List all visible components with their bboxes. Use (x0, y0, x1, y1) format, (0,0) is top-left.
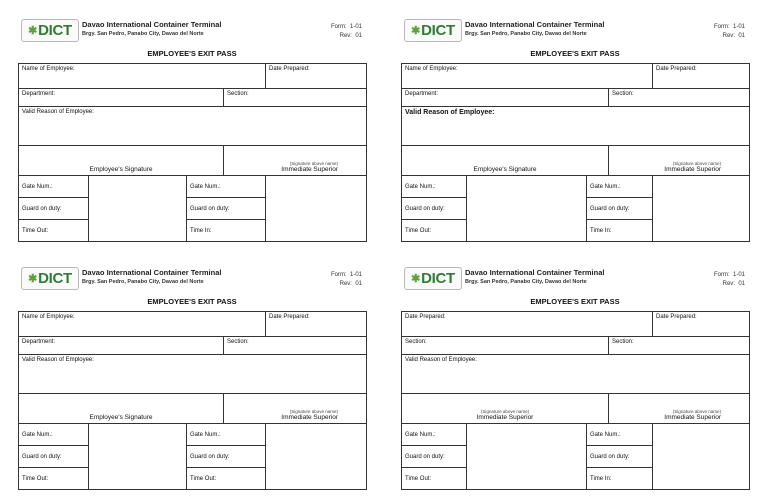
guard-out[interactable]: Guard on duty: (19, 446, 89, 468)
company-name: Davao International Container Terminal (82, 20, 222, 29)
company-address: Brgy. San Pedro, Panabo City, Davao del Norte (465, 31, 587, 37)
section-field[interactable]: Section: (224, 337, 367, 355)
time-out[interactable]: Time Out: (19, 220, 89, 242)
guard-in[interactable]: Guard on duty: (587, 446, 653, 468)
gear-icon: ✱ (28, 25, 38, 37)
dict-logo: ✱ DICT (404, 19, 462, 42)
time-in[interactable]: Time In: (587, 220, 653, 242)
form-info: Form: 1-01 Rev: 01 (713, 24, 745, 39)
exit-pass-2 (401, 17, 749, 242)
employee-signature-field[interactable]: Employee's Signature (19, 146, 224, 176)
employee-signature-field[interactable]: Employee's Signature (19, 394, 224, 424)
gate-num-in[interactable]: Gate Num.: (187, 176, 266, 198)
name-field[interactable]: Name of Employee: (402, 64, 653, 89)
time-out[interactable]: Time Out: (402, 220, 467, 242)
gate-in-box[interactable] (653, 424, 750, 490)
exit-pass-1 (18, 17, 366, 242)
company-address: Brgy. San Pedro, Panabo City, Davao del Norte (465, 279, 587, 285)
gate-num-out[interactable]: Gate Num.: (19, 176, 89, 198)
time-in[interactable]: Time In: (587, 468, 653, 490)
gate-out-box[interactable] (467, 424, 587, 490)
gate-in-box[interactable] (266, 176, 367, 242)
time-out[interactable]: Time Out: (19, 468, 89, 490)
gate-out-box[interactable] (467, 176, 587, 242)
company-name: Davao International Container Terminal (82, 268, 222, 277)
company-address: Brgy. San Pedro, Panabo City, Davao del Norte (82, 279, 204, 285)
gate-num-in[interactable]: Gate Num.: (587, 176, 653, 198)
section-field[interactable]: Section: (609, 89, 750, 107)
department-field[interactable]: Department: (19, 89, 224, 107)
company-block (465, 20, 604, 37)
pass-header (18, 265, 366, 311)
document-title: EMPLOYEE'S EXIT PASS (147, 49, 237, 58)
exit-pass-form (401, 63, 750, 242)
section-field[interactable]: Section: (224, 89, 367, 107)
gate-in-box[interactable] (266, 424, 367, 490)
gate-num-out[interactable]: Gate Num.: (19, 424, 89, 446)
superior-signature-field[interactable]: (Signature above name) Immediate Superior (609, 146, 750, 176)
dict-logo: ✱ DICT (21, 267, 79, 290)
gear-icon: ✱ (411, 25, 421, 37)
form-info: Form: 1-01 Rev: 01 (713, 272, 745, 287)
company-block (465, 268, 604, 285)
reason-field[interactable]: Valid Reason of Employee: (19, 355, 367, 394)
time-out[interactable]: Time Out: (402, 468, 467, 490)
employee-signature-field[interactable]: Employee's Signature (402, 146, 609, 176)
time-in[interactable]: Time In: (187, 220, 266, 242)
date-prepared-field[interactable]: Date Prepared: (653, 64, 750, 89)
section-field[interactable]: Section: (609, 337, 750, 355)
name-field[interactable]: Name of Employee: (19, 312, 266, 337)
guard-in[interactable]: Guard on duty: (587, 198, 653, 220)
pass-header (18, 17, 366, 63)
document-title: EMPLOYEE'S EXIT PASS (530, 297, 620, 306)
exit-pass-4 (401, 265, 749, 490)
gate-num-out[interactable]: Gate Num.: (402, 424, 467, 446)
exit-pass-form (18, 63, 367, 242)
company-address: Brgy. San Pedro, Panabo City, Davao del Norte (82, 31, 204, 37)
superior-signature-field[interactable]: (Signature above name) Immediate Superior (224, 394, 367, 424)
time-in[interactable]: Time Out: (187, 468, 266, 490)
document-title: EMPLOYEE'S EXIT PASS (147, 297, 237, 306)
superior-signature-field[interactable]: (Signature above name) Immediate Superior (224, 146, 367, 176)
guard-out[interactable]: Guard on duty: (402, 198, 467, 220)
exit-pass-3 (18, 265, 366, 490)
name-field[interactable]: Name of Employee: (19, 64, 266, 89)
department-field[interactable]: Department: (19, 337, 224, 355)
exit-pass-form (401, 311, 750, 490)
gate-num-out[interactable]: Gate Num.: (402, 176, 467, 198)
date-prepared-field[interactable]: Date Prepared: (266, 312, 367, 337)
company-name: Davao International Container Terminal (465, 20, 605, 29)
date-prepared-field[interactable]: Date Prepared: (266, 64, 367, 89)
superior-signature-field-left[interactable]: (Signature above name) Immediate Superior (402, 394, 609, 424)
company-block (82, 268, 221, 285)
gate-num-in[interactable]: Gate Num.: (587, 424, 653, 446)
form-info: Form: 1-01 Rev: 01 (330, 24, 362, 39)
reason-field[interactable]: Valid Reason of Employee: (19, 107, 367, 146)
gate-out-box[interactable] (89, 176, 187, 242)
dict-logo: ✱ DICT (21, 19, 79, 42)
guard-out[interactable]: Guard on duty: (402, 446, 467, 468)
company-name: Davao International Container Terminal (465, 268, 605, 277)
pass-header (401, 265, 749, 311)
exit-pass-form (18, 311, 367, 490)
date-prepared-field-left[interactable]: Date Prepared: (402, 312, 653, 337)
company-block (82, 20, 221, 37)
gate-num-in[interactable]: Gate Num.: (187, 424, 266, 446)
gear-icon: ✱ (411, 273, 421, 285)
dict-logo: ✱ DICT (404, 267, 462, 290)
section-field-left[interactable]: Section: (402, 337, 609, 355)
document-title: EMPLOYEE'S EXIT PASS (530, 49, 620, 58)
guard-in[interactable]: Guard on duty: (187, 446, 266, 468)
department-field[interactable]: Department: (402, 89, 609, 107)
superior-signature-field[interactable]: (Signature above name) Immediate Superior (609, 394, 750, 424)
gear-icon: ✱ (28, 273, 38, 285)
date-prepared-field[interactable]: Date Prepared: (653, 312, 750, 337)
reason-field[interactable]: Valid Reason of Employee: (402, 355, 750, 394)
gate-in-box[interactable] (653, 176, 750, 242)
gate-out-box[interactable] (89, 424, 187, 490)
pass-header (401, 17, 749, 63)
guard-out[interactable]: Guard on duty: (19, 198, 89, 220)
guard-in[interactable]: Guard on duty: (187, 198, 266, 220)
form-info: Form: 1-01 Rev: 01 (330, 272, 362, 287)
reason-field[interactable]: Valid Reason of Employee: (402, 107, 750, 146)
